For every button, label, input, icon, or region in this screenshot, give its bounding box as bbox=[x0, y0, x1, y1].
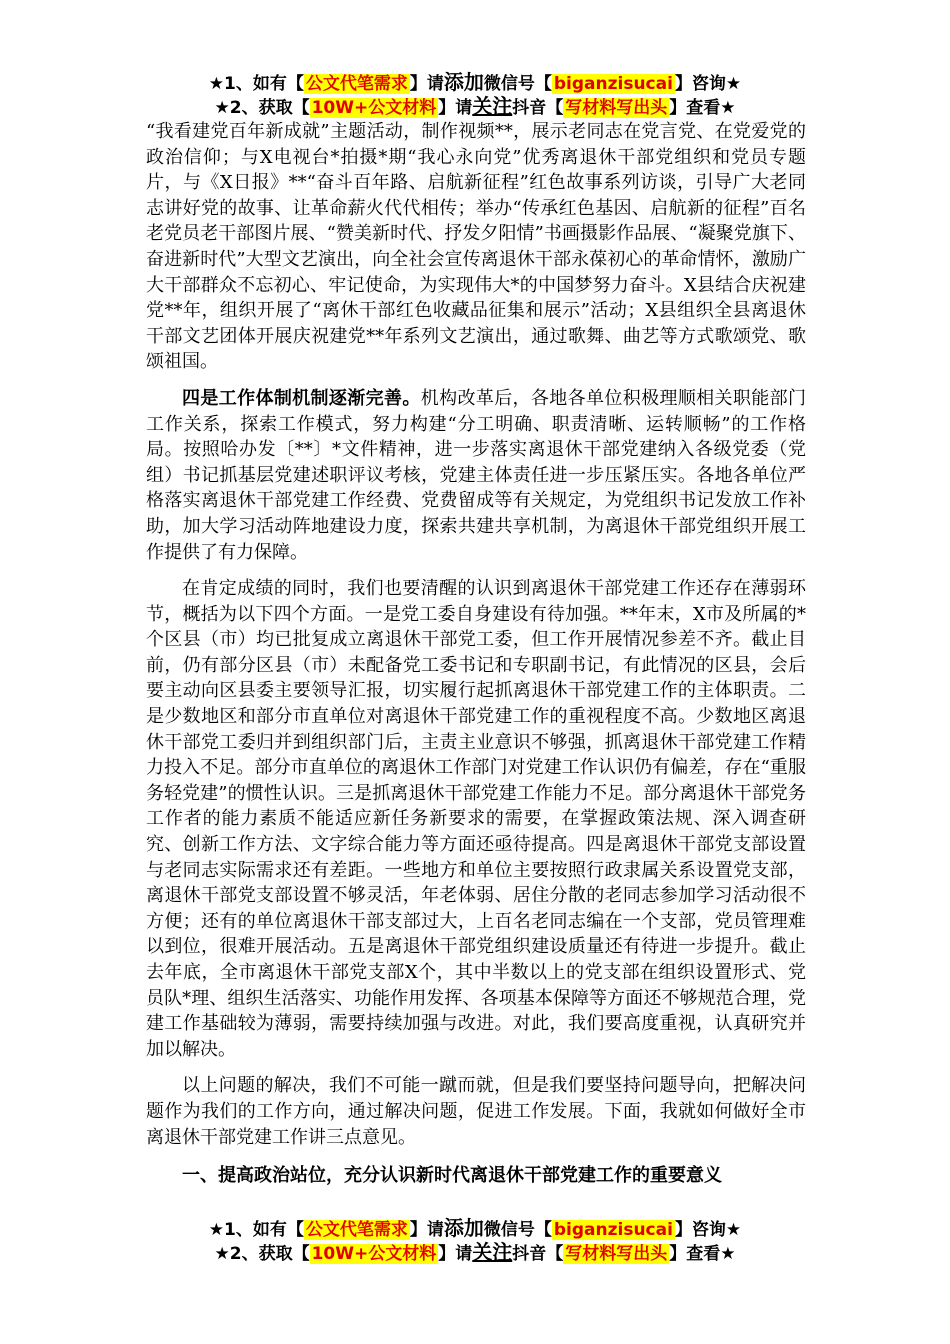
paragraph-lead: 四是工作体制机制逐渐完善。 bbox=[182, 387, 421, 409]
banner-douyin-id: 写材料写出头 bbox=[565, 98, 668, 118]
paragraph: 在肯定成绩的同时，我们也要清醒的认识到离退休干部党建工作还存在薄弱环节，概括为以下四个方面。一是党工委自身建设有待加强。**年末，X市及所属的*个区县（市）均已批复成立离退休干部党工委，但工作开展情况参差不齐。截止目前，仍有部分区县（市）未配备党工委书记和专职副书记，有此情况的区县，会后要主动向区县委主要领导汇报，切实履行起抓离退休干部党建工作的主体职责。二是少数地区和部分市直单位对离退休干部党建工作的重视程度不高。少数地区离退休干部党工委归并到组织部门后，主责主业意识不够强，抓离退休干部党建工作精力投入不足。部分市直单位的离退休工作部门对党建工作认识仍有偏差，存在“重服务轻党建”的惯性认识。三是抓离退休干部党建工作能力不足。部分离退休干部党务工作者的能力素质不能适应新任务新要求的需要，在掌握政策法规、深入调查研究、创新工作方法、文字综合能力等方面还亟待提高。四是离退休干部党支部设置与老同志实际需求还有差距。一些地方和单位主要按照行政隶属关系设置党支部，离退休干部党支部设置不够灵活，年老体弱、居住分散的老同志参加学习活动很不方便；还有的单位离退休干部支部过大，上百名老同志编在一个支部，党员管理难以到位，很难开展活动。五是离退休干部党组织建设质量还有待进一步提升。截止去年底，全市离退休干部党支部X个，其中半数以上的党支部在组织设置形式、党员队*理、组织生活落实、功能作用发挥、各项基本保障等方面还不够规范合理，党建工作基础较为薄弱，需要持续加强与改进。对此，我们要高度重视，认真研究并加以解决。 bbox=[146, 578, 806, 1060]
banner-text: 】请 bbox=[438, 98, 473, 118]
banner-suffix: 】咨询★ bbox=[674, 74, 742, 94]
banner-wechat-id: biganzisucai bbox=[553, 74, 673, 94]
banner-highlight: 10W+公文材料 bbox=[311, 98, 437, 118]
banner-emphasis: 添加 bbox=[443, 70, 484, 94]
paragraph: 以上问题的解决，我们不可能一蹴而就，但是我们要坚持问题导向，把解决问题作为我们的工作方向，通过解决问题，促进工作发展。下面，我就如何做好全市离退休干部党建工作讲三点意见。 bbox=[146, 1075, 806, 1148]
banner-text: 】请 bbox=[438, 1244, 473, 1264]
banner-text: 抖音【 bbox=[512, 1244, 564, 1264]
banner-prefix: ★2、获取【 bbox=[214, 1244, 310, 1264]
banner-text: 微信号【 bbox=[483, 1220, 552, 1240]
banner-suffix: 】查看★ bbox=[669, 1244, 736, 1264]
promo-banner-bottom-line2 bbox=[0, 1240, 950, 1266]
banner-suffix: 】查看★ bbox=[669, 98, 736, 118]
banner-emphasis: 添加 bbox=[443, 1216, 484, 1240]
banner-text: 】请 bbox=[409, 74, 444, 94]
banner-highlight: 公文代笔需求 bbox=[305, 74, 408, 94]
banner-douyin-id: 写材料写出头 bbox=[565, 1244, 668, 1264]
banner-text: 抖音【 bbox=[512, 98, 564, 118]
banner-wechat-id: biganzisucai bbox=[553, 1220, 673, 1240]
banner-emphasis: 关注 bbox=[472, 1240, 513, 1264]
banner-highlight: 10W+公文材料 bbox=[311, 1244, 437, 1264]
paragraph bbox=[146, 386, 806, 565]
banner-suffix: 】咨询★ bbox=[674, 1220, 742, 1240]
promo-banner-bottom-line1 bbox=[0, 1216, 950, 1242]
banner-highlight: 公文代笔需求 bbox=[305, 1220, 408, 1240]
banner-emphasis: 关注 bbox=[472, 94, 513, 118]
banner-prefix: ★1、如有【 bbox=[208, 74, 304, 94]
banner-text: 】请 bbox=[409, 1220, 444, 1240]
banner-text: 微信号【 bbox=[483, 74, 552, 94]
banner-prefix: ★2、获取【 bbox=[214, 98, 310, 118]
promo-banner-top-line1 bbox=[0, 70, 950, 96]
paragraph: “我看建党百年新成就”主题活动，制作视频**，展示老同志在党言党、在党爱党的政治信仰；与X电视台*拍摄*期“我心永向党”优秀离退休干部党组织和党员专题片，与《X日报》**“奋斗百年路、启航新征程”红色故事系列访谈，引导广大老同志讲好党的故事、让革命薪火代代相传；举办“传承红色基因、启航新的征程”百名老党员老干部图片展、“赞美新时代、抒发夕阳情”书画摄影作品展、“凝聚党旗下、奋进新时代”大型文艺演出，向全社会宣传离退休干部永葆初心的革命情怀，激励广大干部群众不忘初心、牢记使命，为实现伟大*的中国梦努力奋斗。X县结合庆祝建党**年，组织开展了“离休干部红色收藏品征集和展示”活动；X县组织全县离退休干部文艺团体开展庆祝建党**年系列文艺演出，通过歌舞、曲艺等方式歌颂党、歌颂祖国。 bbox=[146, 121, 806, 373]
banner-prefix: ★1、如有【 bbox=[208, 1220, 304, 1240]
section-heading: 一、提高政治站位，充分认识新时代离退休干部党建工作的重要意义 bbox=[182, 1165, 722, 1186]
paragraph-text: 机构改革后，各地各单位积极理顺相关职能部门工作关系，探索工作模式，努力构建“分工明确、职责清晰、运转顺畅”的工作格局。按照哈办发〔**〕*文件精神，进一步落实离退休干部党建纳入各级党委（党组）书记抓基层党建述职评议考核，党建主体责任进一步压紧压实。各地各单位严格落实离退休干部党建工作经费、党费留成等有关规定，为党组织书记发放工作补助，加大学习活动阵地建设力度，探索共建共享机制，为离退休干部党组织开展工作提供了有力保障。 bbox=[146, 387, 807, 563]
promo-banner-top-line2 bbox=[0, 94, 950, 120]
document-body bbox=[146, 119, 806, 1150]
